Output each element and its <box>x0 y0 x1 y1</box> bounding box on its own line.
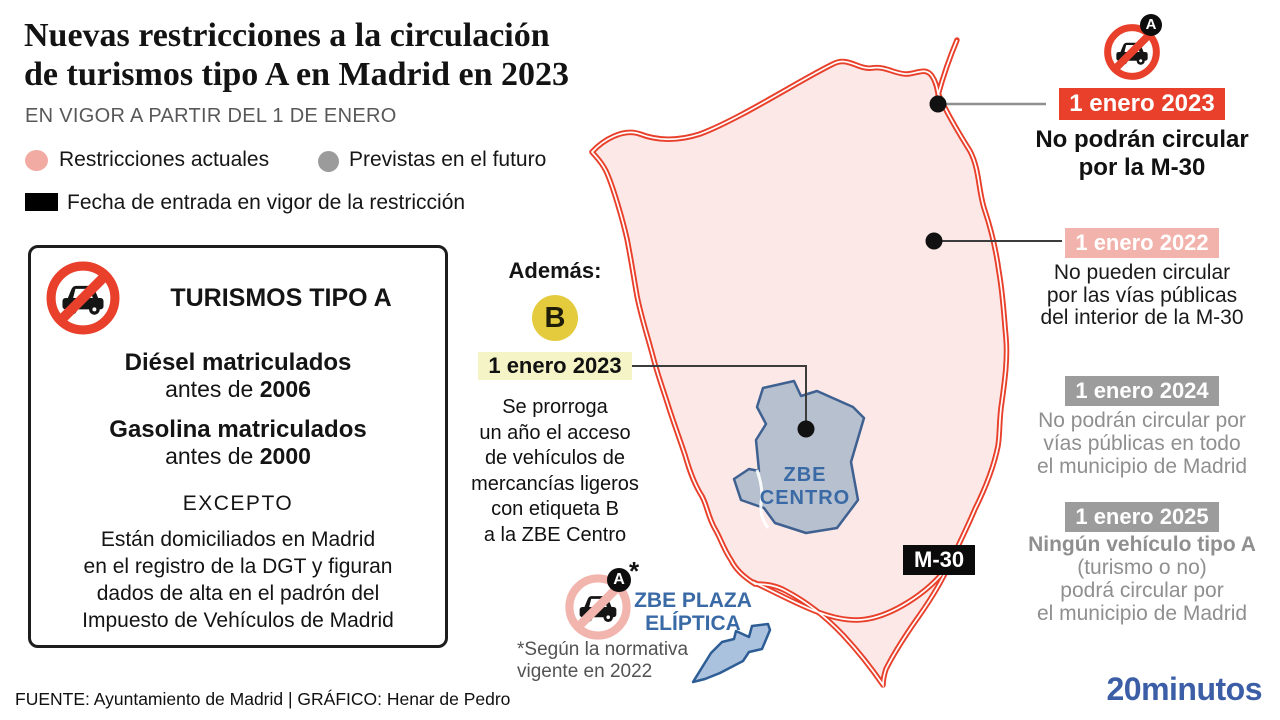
footnote: *Según la normativa vigente en 2022 <box>517 639 689 682</box>
legend-current-swatch <box>25 150 48 171</box>
gasolina-rule: Gasolina matriculados <box>109 416 367 443</box>
map-dot-m30 <box>930 96 947 113</box>
gasolina-year: antes de 2000 <box>165 443 311 469</box>
date-2024: 1 enero 2024 <box>1065 376 1218 406</box>
label-a-badge: A <box>1140 14 1162 36</box>
brand-logo: 20minutos <box>1106 671 1262 707</box>
annotation-2022-text: No pueden circular por las vías públicas del interior de la M-30 <box>1040 261 1244 329</box>
annotation-2025 <box>1022 502 1262 532</box>
page-title <box>24 16 569 94</box>
no-cars-faded-icon <box>564 556 640 641</box>
title-line-1: Nuevas restricciones a la circulación <box>24 17 550 54</box>
annotation-2022 <box>1022 228 1262 258</box>
title-line-2: de turismos tipo A en Madrid en 2023 <box>24 56 569 93</box>
turismos-tipo-a-box <box>28 245 448 648</box>
annotation-2024-text: No podrán circular por vías públicas en todo el municipio de Madrid <box>1036 409 1248 478</box>
ademas-paragraph: Se prorroga un año el acceso de vehículos de mercancías ligeros con etiqueta B a la ZBE Centro <box>471 396 639 546</box>
legend-future-label: Previstas en el futuro <box>349 148 547 171</box>
no-cars-icon-top <box>1103 16 1161 81</box>
annotation-2023 <box>1022 88 1262 120</box>
zbe-plaza-label: ZBE PLAZA ELÍPTICA <box>634 589 752 635</box>
ademas-section <box>440 258 670 548</box>
except-title: EXCEPTO <box>182 492 294 515</box>
legend-future-swatch <box>318 151 339 172</box>
label-a-badge: A <box>607 568 631 592</box>
asterisk-mark: * <box>629 556 640 586</box>
box-title: TURISMOS TIPO A <box>170 283 392 312</box>
ademas-heading: Además: <box>508 258 602 283</box>
zbe-centro-label: ZBE CENTRO <box>759 464 851 509</box>
no-cars-icon <box>45 260 121 336</box>
subtitle: EN VIGOR A PARTIR DEL 1 DE ENERO <box>25 105 397 127</box>
annotation-2025-text: Ningún vehículo tipo A (turismo o no) podrá circular por el municipio de Madrid <box>1028 533 1256 625</box>
map-dot-interior <box>926 233 943 250</box>
ademas-date-label: 1 enero 2023 <box>478 352 631 380</box>
annotation-2023-text: No podrán circular por la M-30 <box>1035 126 1249 181</box>
diesel-rule: Diésel matriculados <box>124 349 352 376</box>
annotation-2024 <box>1022 376 1262 406</box>
etiqueta-b-badge: B <box>532 295 578 341</box>
except-paragraph: Están domiciliados en Madrid en el registro de la DGT y figuran dados de alta en el padrón del Impuesto de Vehículos de Madrid <box>82 528 394 632</box>
legend-date-label: Fecha de entrada en vigor de la restricción <box>67 191 466 214</box>
m30-road-label: M-30 <box>903 545 975 575</box>
legend-current-label: Restricciones actuales <box>59 148 270 171</box>
date-2023: 1 enero 2023 <box>1059 88 1224 120</box>
source-credit: FUENTE: Ayuntamiento de Madrid | GRÁFICO: Henar de Pedro <box>15 689 511 709</box>
diesel-year: antes de 2006 <box>165 376 311 402</box>
date-2022: 1 enero 2022 <box>1065 228 1218 258</box>
legend-date-swatch <box>25 193 58 211</box>
map-dot-zbe-centro <box>798 421 815 438</box>
date-2025: 1 enero 2025 <box>1065 502 1218 532</box>
